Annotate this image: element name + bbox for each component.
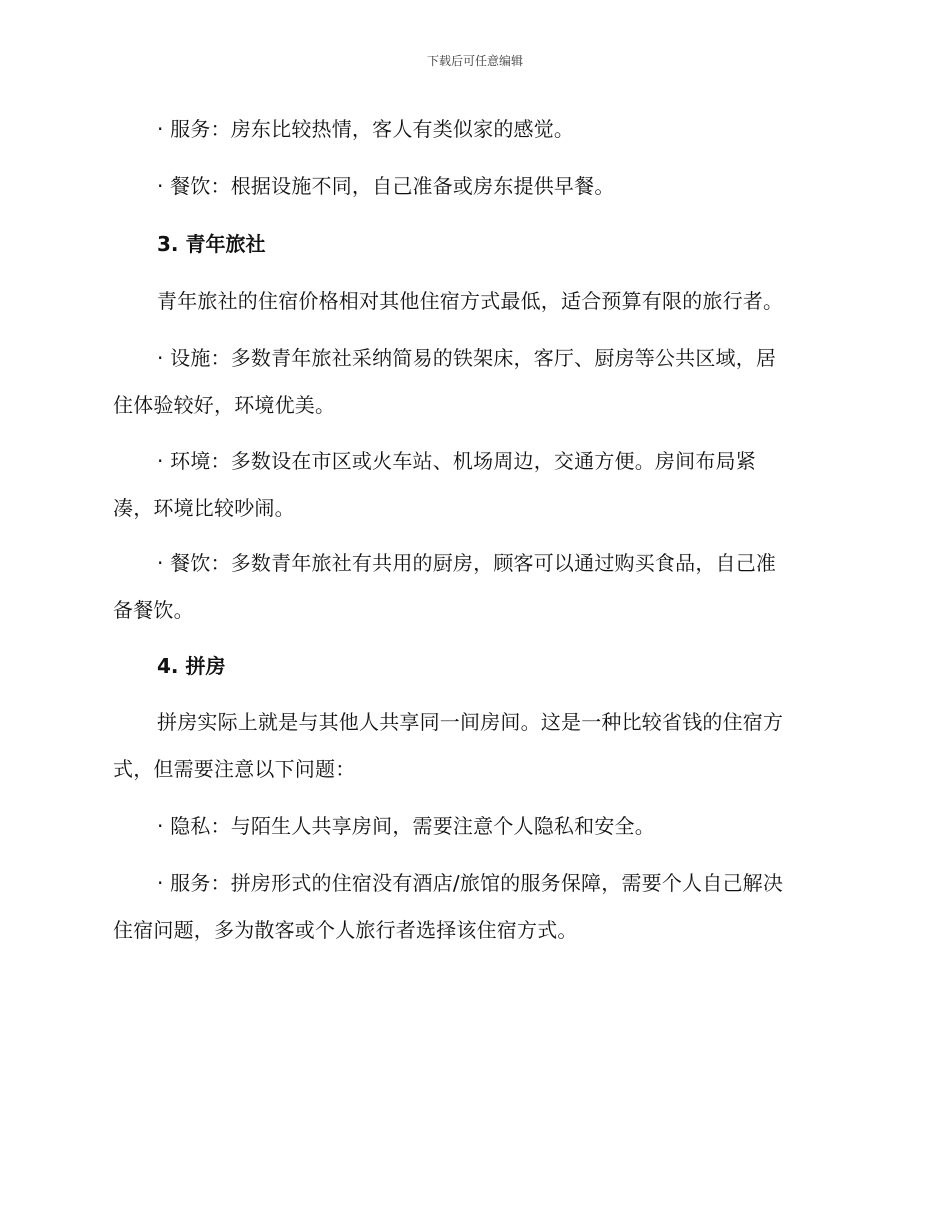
text-line: · 服务：房东比较热情，客人有类似家的感觉。 bbox=[157, 117, 575, 141]
paragraph-privacy bbox=[113, 803, 835, 850]
section-heading-youth-hostel: 3. 青年旅社 bbox=[157, 232, 266, 256]
text-line: · 服务：拼房形式的住宿没有酒店/旅馆的服务保障，需要个人自己解决 bbox=[157, 871, 784, 895]
text-line: · 隐私：与陌生人共享房间，需要注意个人隐私和安全。 bbox=[157, 814, 655, 838]
text-line: · 设施：多数青年旅社采纳简易的铁架床，客厅、厨房等公共区域，居 bbox=[157, 346, 777, 370]
page-header: 下载后可任意编辑 bbox=[426, 54, 523, 68]
text-line: 住宿问题，多为散客或个人旅行者选择该住宿方式。 bbox=[113, 918, 578, 942]
paragraph-room-sharing-intro bbox=[113, 699, 835, 793]
text-line: 拼房实际上就是与其他人共享同一间房间。这是一种比较省钱的住宿方 bbox=[157, 710, 784, 734]
paragraph-facilities bbox=[113, 335, 835, 429]
text-line: · 餐饮：多数青年旅社有共用的厨房，顾客可以通过购买食品，自己准 bbox=[157, 551, 777, 575]
text-line: 凑，环境比较吵闹。 bbox=[113, 496, 295, 520]
text-line: · 餐饮：根据设施不同，自己准备或房东提供早餐。 bbox=[157, 174, 615, 198]
section-heading-room-sharing: 4. 拼房 bbox=[157, 654, 226, 678]
paragraph-hostel-dining bbox=[113, 540, 835, 634]
paragraph-sharing-service bbox=[113, 860, 835, 954]
paragraph-environment bbox=[113, 438, 835, 532]
paragraph-youth-hostel-intro bbox=[113, 278, 835, 325]
text-line: 备餐饮。 bbox=[113, 598, 194, 622]
text-line: · 环境：多数设在市区或火车站、机场周边，交通方便。房间布局紧 bbox=[157, 449, 756, 473]
text-line: 青年旅社的住宿价格相对其他住宿方式最低，适合预算有限的旅行者。 bbox=[157, 289, 784, 313]
text-line: 住体验较好，环境优美。 bbox=[113, 393, 336, 417]
paragraph-dining bbox=[113, 163, 835, 210]
text-line: 式，但需要注意以下问题： bbox=[113, 757, 356, 781]
paragraph-service bbox=[113, 106, 835, 153]
